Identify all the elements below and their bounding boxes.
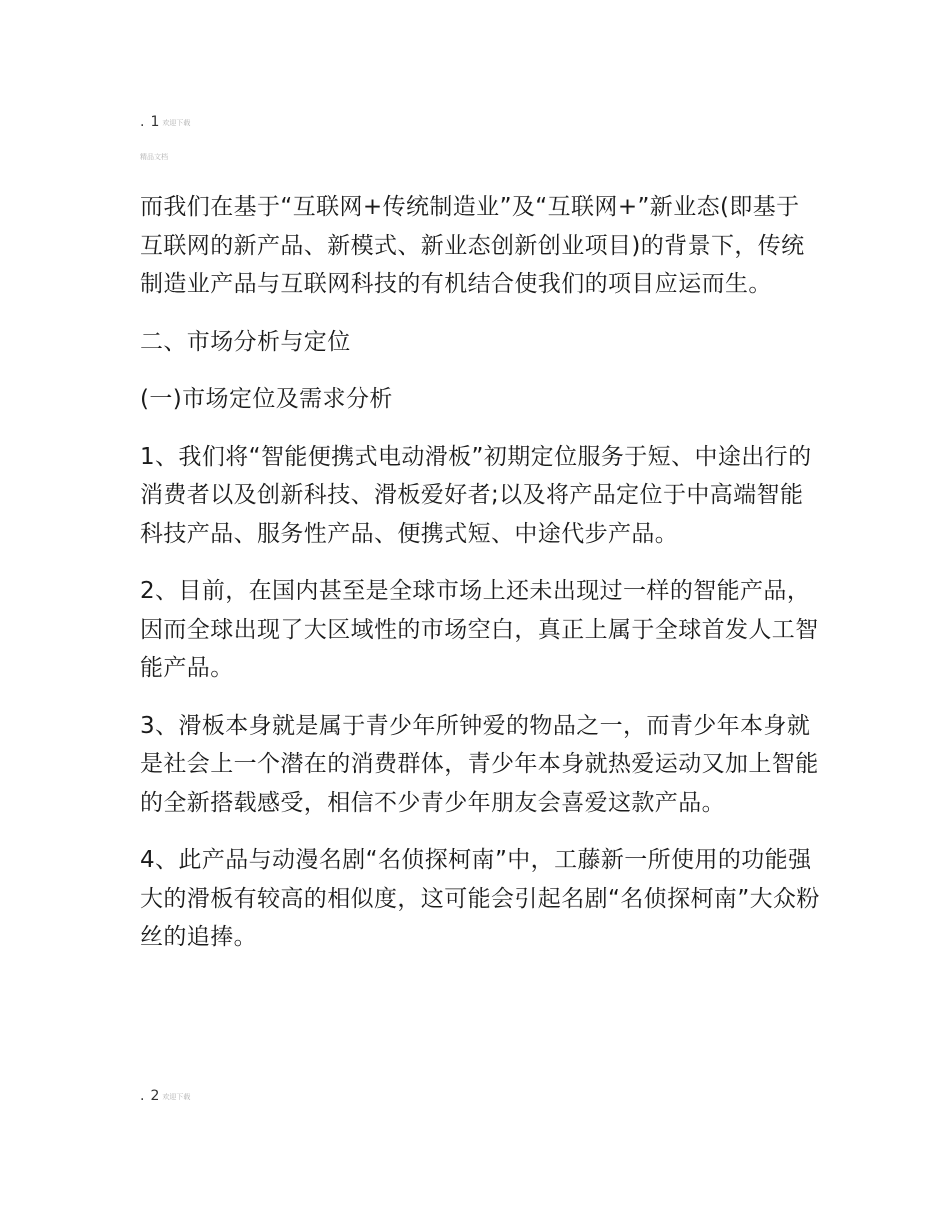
paragraph-point-4: 4、此产品与动漫名剧“名侦探柯南”中，工藤新一所使用的功能强大的滑板有较高的相似度，这可能会引起名剧“名侦探柯南”大众粉丝的追捧。 [140,847,820,950]
page-marker-dot: . [140,1088,145,1104]
download-note: 欢迎下载 [162,1093,191,1101]
subsection-heading: (一)市场定位及需求分析 [140,386,393,412]
page-number: 1 [150,114,160,130]
document-body [140,188,820,976]
paragraph-intro: 而我们在基于“互联网+传统制造业”及“互联网+”新业态(即基于互联网的新产品、新模式、新业态创新创业项目)的背景下，传统制造业产品与互联网科技的有机结合使我们的项目应运而生。 [140,194,805,297]
section-heading: 二、市场分析与定位 [140,328,351,355]
download-note: 欢迎下载 [162,119,191,127]
doc-label: 精品文档 [140,153,168,161]
page-marker-dot: . [140,114,145,130]
paragraph-point-3: 3、滑板本身就是属于青少年所钟爱的物品之一，而青少年本身就是社会上一个潜在的消费群体，青少年本身就热爱运动又加上智能的全新搭载感受，相信不少青少年朋友会喜爱这款产品。 [140,712,819,816]
paragraph-point-1: 1、我们将“智能便携式电动滑板”初期定位服务于短、中途出行的消费者以及创新科技、滑板爱好者;以及将产品定位于中高端智能科技产品、服务性产品、便携式短、中途代步产品。 [140,443,812,547]
paragraph-point-2: 2、目前，在国内甚至是全球市场上还未出现过一样的智能产品，因而全球出现了大区域性的市场空白，真正上属于全球首发人工智能产品。 [140,578,819,681]
page-marker-top [140,114,190,130]
page-number: 2 [150,1088,160,1104]
page-marker-bottom [140,1088,190,1104]
